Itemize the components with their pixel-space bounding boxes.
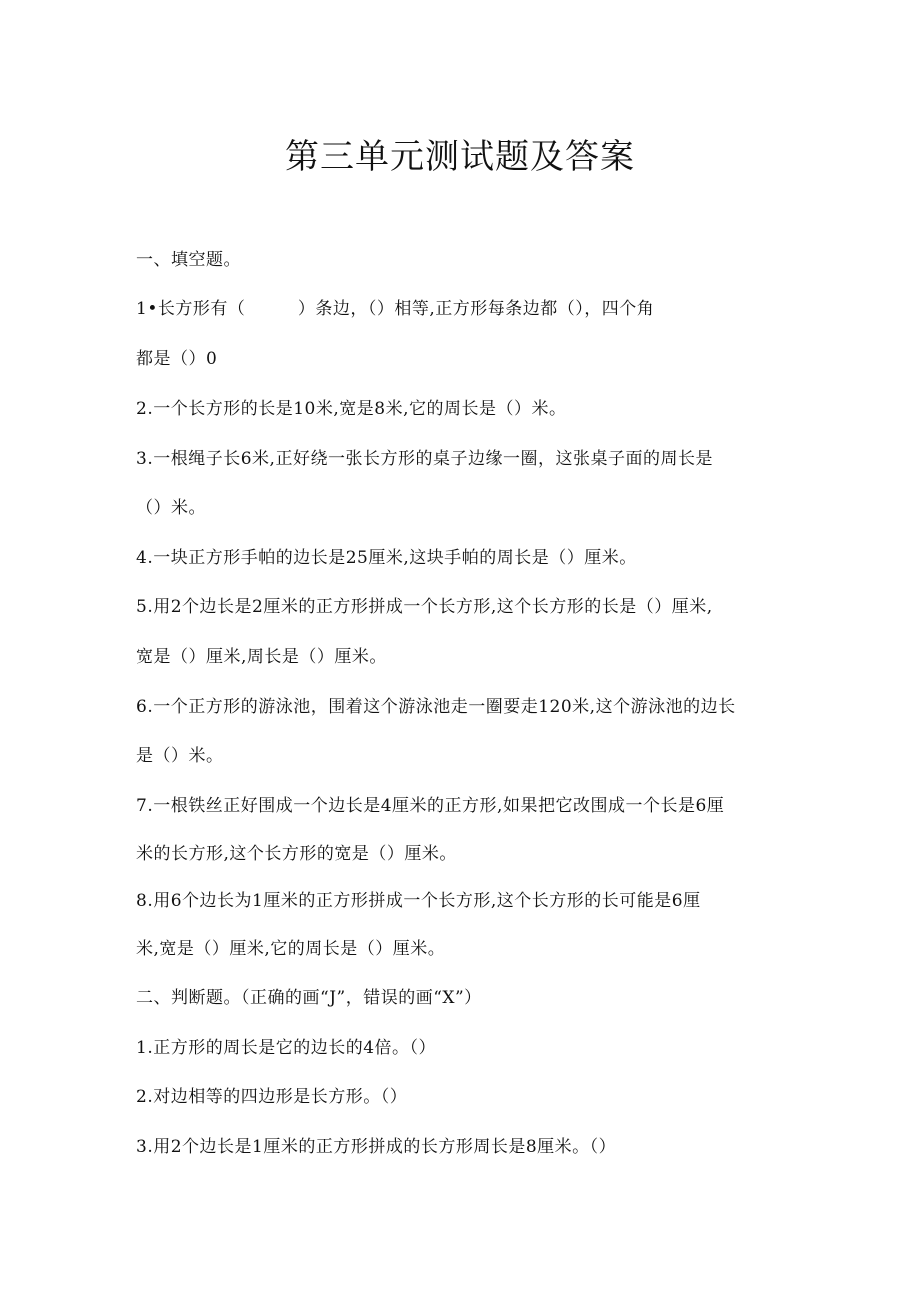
question-line: 是（）米。 bbox=[136, 746, 224, 766]
question-line: 1•长方形有（ ）条边，（）相等,正方形每条边都（），四个角 bbox=[136, 299, 655, 319]
question-line: 都是（）0 bbox=[136, 349, 218, 369]
question-line: 3.一根绳子长6米,正好绕一张长方形的桌子边缘一圈，这张桌子面的周长是 bbox=[136, 449, 713, 469]
question-line: 6.一个正方形的游泳池，围着这个游泳池走一圈要走120米,这个游泳池的边长 bbox=[136, 697, 736, 717]
question-line: 2.一个长方形的长是10米,宽是8米,它的周长是（）米。 bbox=[136, 399, 567, 419]
question-line: 宽是（）厘米,周长是（）厘米。 bbox=[136, 647, 387, 667]
section-heading-true-false: 二、判断题。（正确的画“J”，错误的画“X”） bbox=[136, 988, 482, 1008]
question-line: 4.一块正方形手帕的边长是25厘米,这块手帕的周长是（）厘米。 bbox=[136, 548, 637, 568]
question-line: 3.用2个边长是1厘米的正方形拼成的长方形周长是8厘米。（） bbox=[136, 1137, 617, 1157]
question-line: 7.一根铁丝正好围成一个边长是4厘米的正方形,如果把它改围成一个长是6厘 bbox=[136, 796, 725, 816]
question-line: （）米。 bbox=[136, 498, 206, 518]
question-line: 1.正方形的周长是它的边长的4倍。（） bbox=[136, 1038, 437, 1058]
question-line: 2.对边相等的四边形是长方形。（） bbox=[136, 1087, 408, 1107]
section-heading-fill-blank: 一、填空题。 bbox=[136, 250, 241, 270]
question-line: 5.用2个边长是2厘米的正方形拼成一个长方形,这个长方形的长是（）厘米, bbox=[136, 597, 713, 617]
question-line: 米,宽是（）厘米,它的周长是（）厘米。 bbox=[136, 939, 446, 959]
page-title: 第三单元测试题及答案 bbox=[285, 137, 635, 177]
question-line: 8.用6个边长为1厘米的正方形拼成一个长方形,这个长方形的长可能是6厘 bbox=[136, 891, 701, 911]
question-line: 米的长方形,这个长方形的宽是（）厘米。 bbox=[136, 844, 457, 864]
